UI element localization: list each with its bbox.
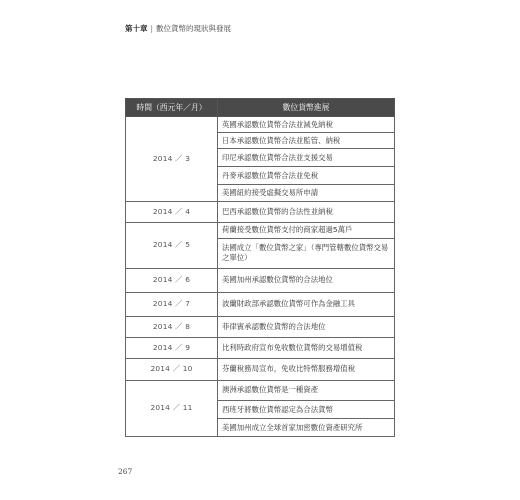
digital-currency-timeline-table — [125, 98, 395, 437]
event-cell: 荷蘭接受數位貨幣支付的商家超過5萬戶 — [218, 222, 395, 238]
running-head — [125, 23, 231, 34]
event-cell: 巴西承認數位貨幣的合法性並納稅 — [218, 201, 395, 222]
date-cell: 2014 ／ 5 — [126, 222, 218, 268]
date-cell: 2014 ／ 9 — [126, 338, 218, 359]
table-row — [126, 292, 395, 316]
column-header-date: 時間（西元年／月） — [126, 99, 218, 117]
event-cell: 澳洲承認數位貨幣是一種資產 — [218, 380, 395, 401]
event-cell: 英國承認數位貨幣合法並減免納稅 — [218, 117, 395, 133]
event-cell: 比利時政府宣布免收數位貨幣的交易增值稅 — [218, 338, 395, 359]
date-cell: 2014 ／ 10 — [126, 359, 218, 380]
event-cell: 法國成立「數位貨幣之家」（專門管轄數位貨幣交易之單位） — [218, 238, 395, 268]
event-cell: 印尼承認數位貨幣合法並支援交易 — [218, 149, 395, 167]
table-header-row — [126, 99, 395, 117]
event-cell: 波蘭財政部承認數位貨幣可作為金融工具 — [218, 292, 395, 316]
table-row — [126, 117, 395, 133]
chapter-label: 第十章 — [125, 24, 148, 33]
event-cell: 美國紐約接受虛擬交易所申請 — [218, 185, 395, 201]
event-cell: 西班牙將數位貨幣認定為合法貨幣 — [218, 401, 395, 419]
table-row — [126, 268, 395, 292]
table-row — [126, 316, 395, 337]
table-row — [126, 201, 395, 222]
event-cell: 美國加州成立全球首家加密數位資產研究所 — [218, 419, 395, 437]
date-cell: 2014 ／ 6 — [126, 268, 218, 292]
event-cell: 菲律賓承認數位貨幣的合法地位 — [218, 316, 395, 337]
event-cell: 日本承認數位貨幣合法並監管、納稅 — [218, 133, 395, 149]
date-cell: 2014 ／ 3 — [126, 117, 218, 202]
page-number: 267 — [118, 467, 133, 476]
table-row — [126, 380, 395, 401]
event-cell: 芬蘭稅務局宣布，免收比特幣服務增值稅 — [218, 359, 395, 380]
running-head-separator: | — [150, 24, 154, 33]
chapter-title: 數位貨幣的現狀與發展 — [156, 24, 232, 33]
event-cell: 丹麥承認數位貨幣合法並免稅 — [218, 167, 395, 185]
table-row — [126, 222, 395, 238]
date-cell: 2014 ／ 4 — [126, 201, 218, 222]
date-cell: 2014 ／ 11 — [126, 380, 218, 437]
date-cell: 2014 ／ 7 — [126, 292, 218, 316]
event-cell: 美國加州承認數位貨幣的合法地位 — [218, 268, 395, 292]
table-row — [126, 338, 395, 359]
date-cell: 2014 ／ 8 — [126, 316, 218, 337]
column-header-progress: 數位貨幣進展 — [218, 99, 395, 117]
table-row — [126, 359, 395, 380]
